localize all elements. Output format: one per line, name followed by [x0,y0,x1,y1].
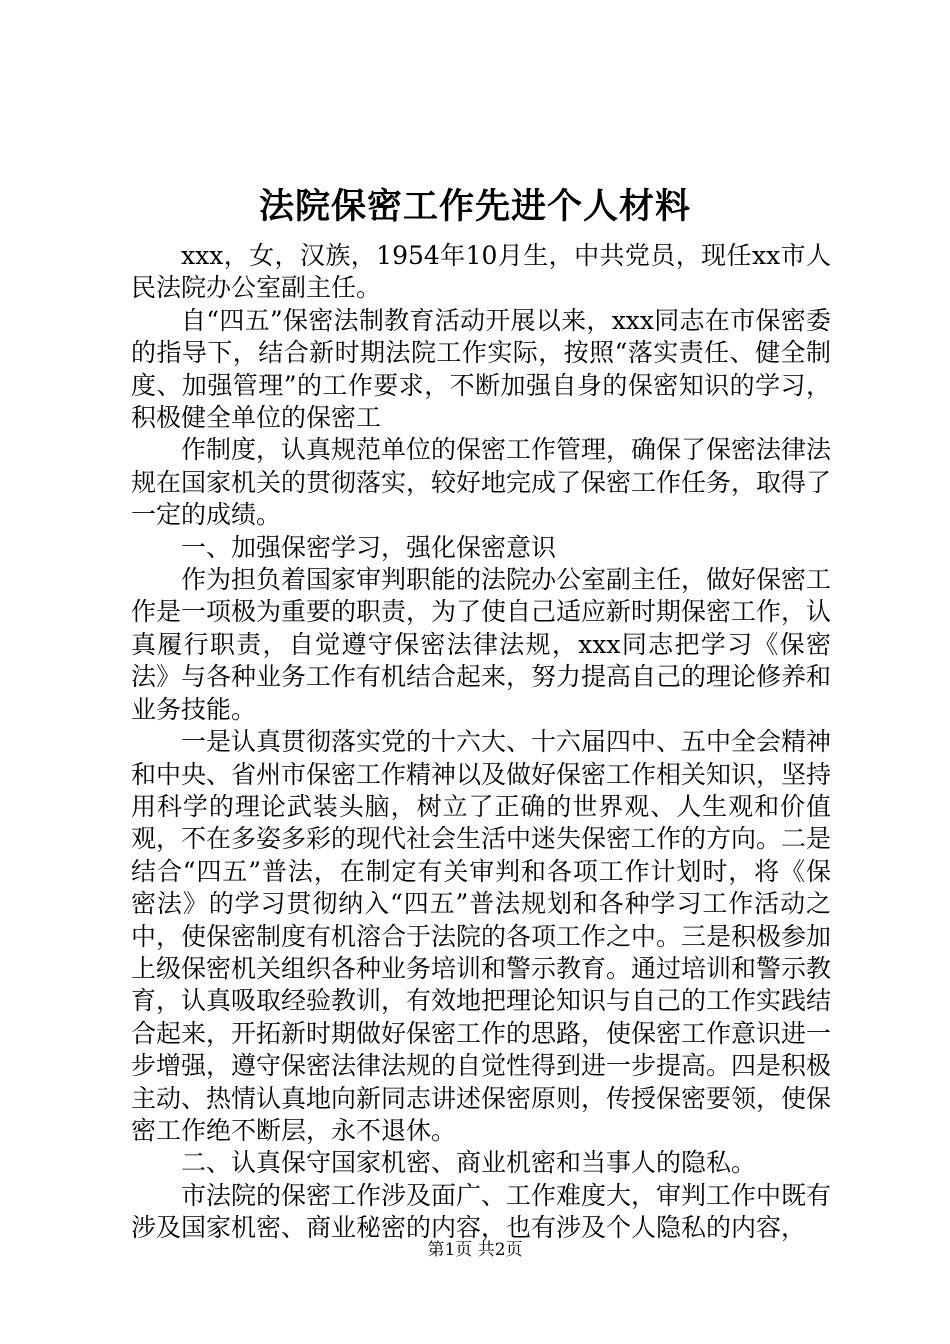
paragraph: 市法院的保密工作涉及面广、工作难度大，审判工作中既有涉及国家机密、商业秘密的内容，也有涉及个人隐私的内容， [131,1180,832,1243]
paragraph: 作制度，认真规范单位的保密工作管理，确保了保密法律法规在国家机关的贯彻落实，较好地完成了保密工作任务，取得了一定的成绩。 [131,435,832,530]
document-title: 法院保密工作先进个人材料 [258,186,691,227]
paragraph: 作为担负着国家审判职能的法院办公室副主任，做好保密工作是一项极为重要的职责，为了使自己适应新时期保密工作，认真履行职责，自觉遵守保密法律法规，xxx同志把学习《保密法》与各种业务工作有机结合起来，努力提高自己的理论修养和业务技能。 [131,565,832,724]
paragraph: xxx，女，汉族，1954年10月生，中共党员，现任xx市人民法院办公室副主任。 [131,241,831,303]
page-footer: 第1页 共2页 [427,1240,523,1260]
section-heading: 一、加强保密学习，强化保密意识 [181,532,557,562]
paragraph: 一是认真贯彻落实党的十六大、十六届四中、五中全会精神和中央、省州市保密工作精神以及做好保密工作相关知识，坚持用科学的理论武装头脑，树立了正确的世界观、人生观和价值观，不在多姿多彩的现代社会生活中迷失保密工作的方向。二是结合“四五”普法，在制定有关审判和各项工作计划时，将《保密法》的学习贯彻纳入“四五”普法规划和各种学习工作活动之中，使保密制度有机溶合于法院的各项工作之中。三是积极参加上级保密机关组织各种业务培训和警示教育。通过培训和警示教育，认真吸取经验教训，有效地把理论知识与自己的工作实践结合起来，开拓新时期做好保密工作的思路，使保密工作意识进一步增强，遵守保密法律法规的自觉性得到进一步提高。四是积极主动、热情认真地向新同志讲述保密原则，传授保密要领，使保密工作绝不断层，永不退休。 [131,727,832,1145]
section-heading: 二、认真保守国家机密、商业机密和当事人的隐私。 [181,1148,757,1178]
paragraph: 自“四五”保密法制教育活动开展以来，xxx同志在市保密委的指导下，结合新时期法院工作实际，按照“落实责任、健全制度、加强管理”的工作要求，不断加强自身的保密知识的学习，积极健全单位的保密工 [131,305,831,433]
document-body [131,240,831,1245]
